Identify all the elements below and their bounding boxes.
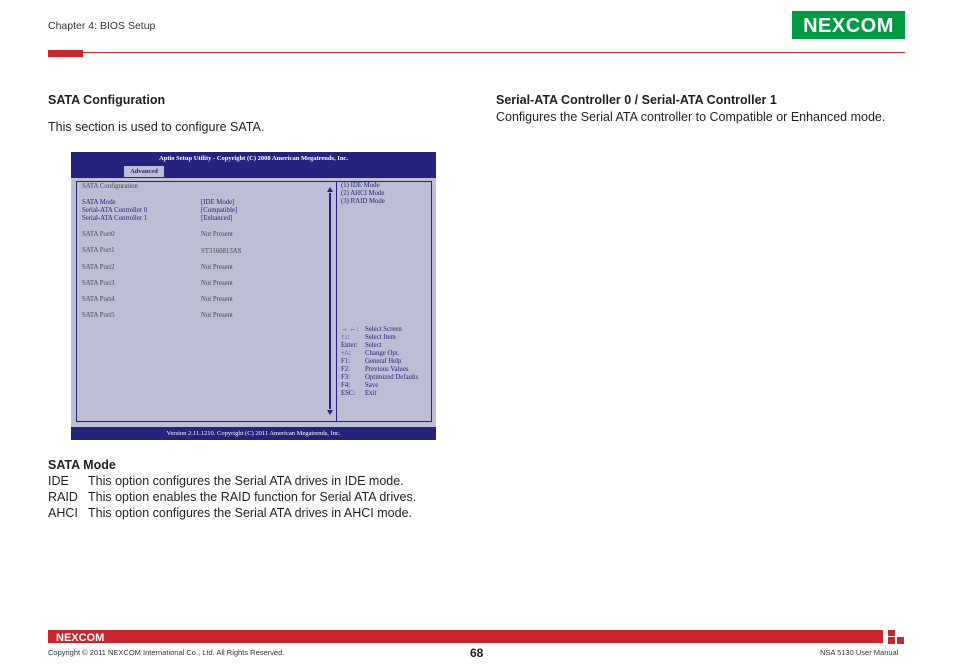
bios-key-action: Select Item (365, 334, 396, 341)
bios-setting-label[interactable]: Serial-ATA Controller 0 (82, 207, 148, 214)
option-term: AHCI (48, 506, 78, 520)
bios-setting-label[interactable]: Serial-ATA Controller 1 (82, 215, 148, 222)
bios-divider (336, 181, 337, 422)
bios-port-value: Not Present (201, 312, 233, 319)
serial-ata-heading: Serial-ATA Controller 0 / Serial-ATA Controller 1 (496, 93, 777, 107)
bios-key-action: Select Screen (365, 326, 402, 333)
bios-key: F4: (341, 382, 351, 389)
bios-key: Enter: (341, 342, 358, 349)
option-term: IDE (48, 474, 69, 488)
bios-port-label: SATA Port3 (82, 280, 115, 287)
bios-port-value: ST3160813AS (201, 248, 242, 255)
sata-mode-heading: SATA Mode (48, 458, 116, 472)
option-desc: This option configures the Serial ATA drives in IDE mode. (88, 474, 404, 488)
bios-port-label: SATA Port4 (82, 296, 115, 303)
option-desc: This option configures the Serial ATA drives in AHCI mode. (88, 506, 412, 520)
bios-key: ↑↓: (341, 334, 350, 341)
bios-key: F3: (341, 374, 351, 381)
bios-port-value: Not Present (201, 296, 233, 303)
header-accent (48, 50, 83, 57)
scroll-up-icon (327, 187, 333, 192)
svg-text:NEXCOM: NEXCOM (803, 15, 894, 37)
bios-key: +/-: (341, 350, 351, 357)
bios-key: F1: (341, 358, 351, 365)
bios-setting-value[interactable]: [Enhanced] (201, 215, 233, 222)
bios-setting-value[interactable]: [IDE Mode] (201, 199, 235, 206)
header-rule (83, 52, 905, 53)
bios-footer-bar: Version 2.11.1210. Copyright (C) 2011 American Megatrends, Inc. (71, 427, 436, 440)
option-desc: This option enables the RAID function for Serial ATA drives. (88, 490, 417, 504)
bios-key-action: Previous Values (365, 366, 409, 373)
copyright: Copyright © 2011 NEXCOM International Co., Ltd. All Rights Reserved. (48, 648, 285, 657)
bios-port-value: Not Present (201, 264, 233, 271)
bios-port-label: SATA Port1 (82, 247, 115, 254)
bios-port-value: Not Present (201, 231, 233, 238)
bios-help-line: (1) IDE Mode (341, 182, 380, 189)
scroll-track (329, 193, 331, 409)
bios-key-action: Save (365, 382, 379, 389)
bios-port-value: Not Present (201, 280, 233, 287)
bios-port-label: SATA Port0 (82, 231, 115, 238)
bios-key: F2: (341, 366, 351, 373)
bios-key: → ←: (341, 326, 359, 333)
svg-text:NEXCOM: NEXCOM (56, 632, 105, 642)
bios-section-title: SATA Configuration (82, 183, 138, 190)
bios-key-action: Exit (365, 390, 377, 397)
bios-setting-value[interactable]: [Compatible] (201, 207, 238, 214)
bios-key-action: Change Opt. (365, 350, 400, 357)
nexcom-footer-logo (56, 631, 111, 642)
bios-key-action: Select (365, 342, 382, 349)
bios-port-label: SATA Port5 (82, 312, 115, 319)
sata-config-heading: SATA Configuration (48, 93, 166, 107)
serial-ata-desc: Configures the Serial ATA controller to Compatible or Enhanced mode. (496, 110, 886, 124)
footer-squares-icon (888, 630, 906, 644)
bios-help-line: (2) AHCI Mode (341, 190, 385, 197)
chapter-title: Chapter 4: BIOS Setup (48, 20, 156, 32)
bios-screenshot (71, 152, 436, 440)
bios-tab-advanced[interactable]: Advanced (124, 166, 164, 177)
nexcom-logo (792, 11, 905, 39)
bios-setting-label[interactable]: SATA Mode (82, 199, 116, 206)
bios-title-bar: Aptio Setup Utility - Copyright (C) 2008 American Megatrends, Inc. (71, 152, 436, 166)
sata-config-desc: This section is used to configure SATA. (48, 120, 265, 134)
bios-help-line: (3) RAID Mode (341, 198, 385, 205)
manual-title: NSA 5130 User Manual (820, 648, 899, 657)
page-number: 68 (470, 646, 484, 660)
option-term: RAID (48, 490, 78, 504)
scroll-down-icon (327, 410, 333, 415)
bios-scrollbar[interactable] (327, 187, 333, 415)
footer-bar (48, 630, 883, 643)
bios-key-action: General Help (365, 358, 402, 365)
bios-key: ESC: (341, 390, 356, 397)
bios-port-label: SATA Port2 (82, 264, 115, 271)
bios-key-action: Optimized Defaults (365, 374, 419, 381)
